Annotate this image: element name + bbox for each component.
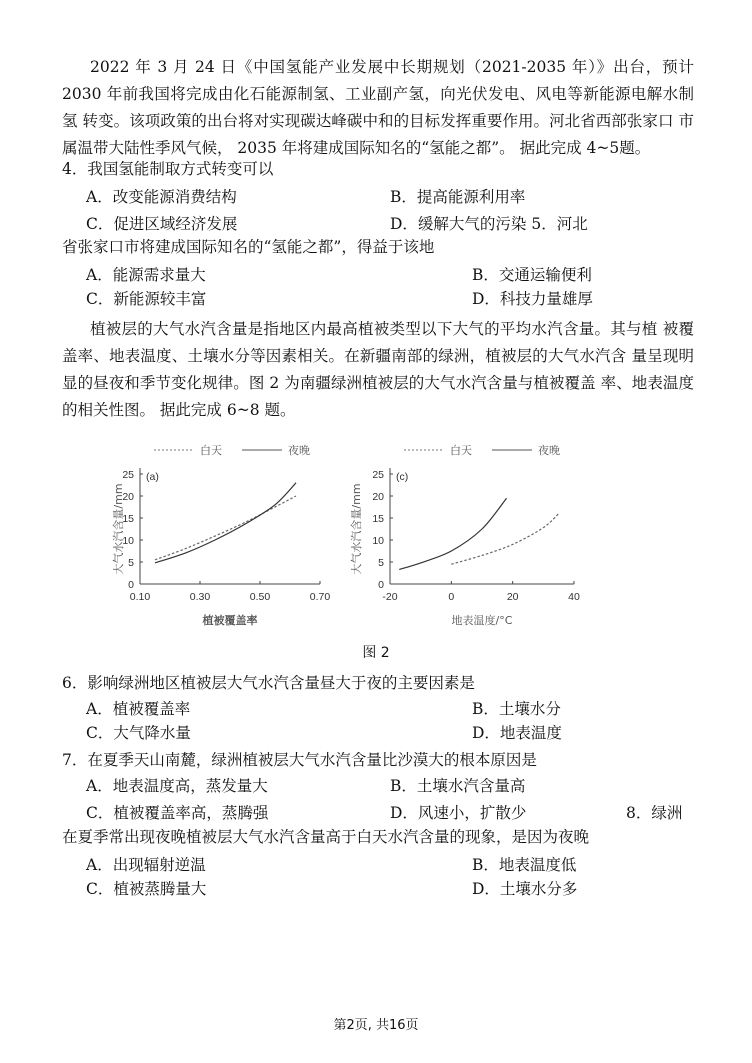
x-tick-label: -20 [382,591,398,603]
q7-option-a: A．地表温度高，蒸发量大 [86,777,268,795]
legend-night-label: 夜晚 [288,444,310,457]
y-tick-label: 25 [372,469,384,481]
x-axis-title: 地表温度/°C [451,614,513,627]
x-tick-label: 0 [448,591,455,603]
q6-option-b: B．土壤水分 [472,700,561,718]
q6-option-a: A．植被覆盖率 [86,700,191,718]
y-tick-label: 15 [372,513,384,525]
y-tick-label: 10 [372,535,384,547]
y-tick-label: 0 [378,579,384,591]
x-axis-title: 植被覆盖率 [202,614,258,627]
q4-option-d: D．缓解大气的污染 5．河北 [390,215,588,233]
question-8-stem: 在夏季常出现夜晚植被层大气水汽含量高于白天水汽含量的现象，是因为夜晚 [62,828,590,846]
y-tick-label: 20 [372,491,384,503]
y-tick-label: 5 [128,557,134,569]
q5-option-b: B．交通运输便利 [472,266,592,284]
y-tick-label: 15 [122,513,134,525]
question-4-stem: 4．我国氢能制取方式转变可以 [62,160,274,178]
x-tick-label: 0.50 [249,591,271,603]
q7-option-b: B．土壤水汽含量高 [390,777,526,795]
chart-c [350,438,600,638]
y-tick-label: 10 [122,535,134,547]
q5-option-d: D．科技力量雄厚 [472,290,593,308]
y-tick-label: 0 [128,579,134,591]
q8-option-d: D．土壤水分多 [472,880,578,898]
q4-option-a: A．改变能源消费结构 [86,188,237,206]
y-axis-title: 大气水汽含量/mm [350,483,363,575]
y-tick-label: 5 [378,557,384,569]
q8-option-a: A．出现辐射逆温 [86,856,206,874]
question-5-stem: 省张家口市将建成国际知名的“氢能之都”，得益于该地 [62,238,435,256]
series-line-night [399,498,506,569]
x-tick-label: 0.70 [309,591,331,603]
q6-option-c: C．大气降水量 [86,724,191,742]
q7-option-d: D．风速小，扩散少 [390,804,527,822]
series-line-night [155,483,296,563]
q8-option-b: B．地表温度低 [472,856,577,874]
q7-option-c: C．植被覆盖率高，蒸腾强 [86,804,269,822]
x-tick-label: 0.30 [189,591,211,603]
chart-a-svg [110,438,340,638]
chart-c-svg [350,438,600,638]
legend-night-label: 夜晚 [538,444,560,457]
q6-option-d: D．地表温度 [472,724,562,742]
x-tick-label: 20 [506,591,519,603]
legend-day-label: 白天 [200,444,222,457]
q5-option-c: C．新能源较丰富 [86,290,207,308]
q4-option-c: C．促进区域经济发展 [86,215,238,233]
q5-option-a: A．能源需求量大 [86,266,206,284]
q8-option-c: C．植被蒸腾量大 [86,880,207,898]
x-tick-label: 40 [568,591,580,603]
page-footer: 第2页, 共16页 [333,1018,419,1033]
passage-vapor: 植被层的大气水汽含量是指地区内最高植被类型以下大气的平均水汽含量。其与植 被覆盖率、地表温度、土壤水分等因素相关。在新疆南部的绿洲，植被层的大气水汽含 量呈现明显的昼夜和季节变化规律。图 2 为南疆绿洲植被层的大气水汽含量与植被覆盖 率、地表温度的相关性图。 据此完成 6~8 题。 [62,320,694,419]
q4-option-b: B．提高能源利用率 [390,188,526,206]
legend-day-label: 白天 [450,444,472,457]
y-tick-label: 20 [122,491,134,503]
series-line-day [451,514,558,565]
chart-a [110,438,340,638]
x-tick-label: 0.10 [129,591,151,603]
panel-label: (a) [146,471,159,483]
question-7-stem: 7．在夏季天山南麓，绿洲植被层大气水汽含量比沙漠大的根本原因是 [62,751,537,769]
y-axis-title: 大气水汽含量/mm [112,483,125,575]
question-8-number: 8．绿洲 [626,804,683,822]
y-tick-label: 25 [122,469,134,481]
figure-caption: 图 2 [362,645,390,661]
question-6-stem: 6．影响绿洲地区植被层大气水汽含量昼大于夜的主要因素是 [62,674,475,692]
panel-label: (c) [396,471,409,483]
passage-hydrogen: 2022 年 3 月 24 日《中国氢能产业发展中长期规划（2021-2035 年）》出台，预计 2030 年前我国将完成由化石能源制氢、工业副产氢，向光伏发电、风电等新能源电解水制氢 转变。该项政策的出台将对实现碳达峰碳中和的目标发挥重要作用。河北省西部张家口 市属温带大陆性季风气候， 2035 年将建成国际知名的“氢能之都”。 据此完成 4~5题。 [62,58,694,157]
